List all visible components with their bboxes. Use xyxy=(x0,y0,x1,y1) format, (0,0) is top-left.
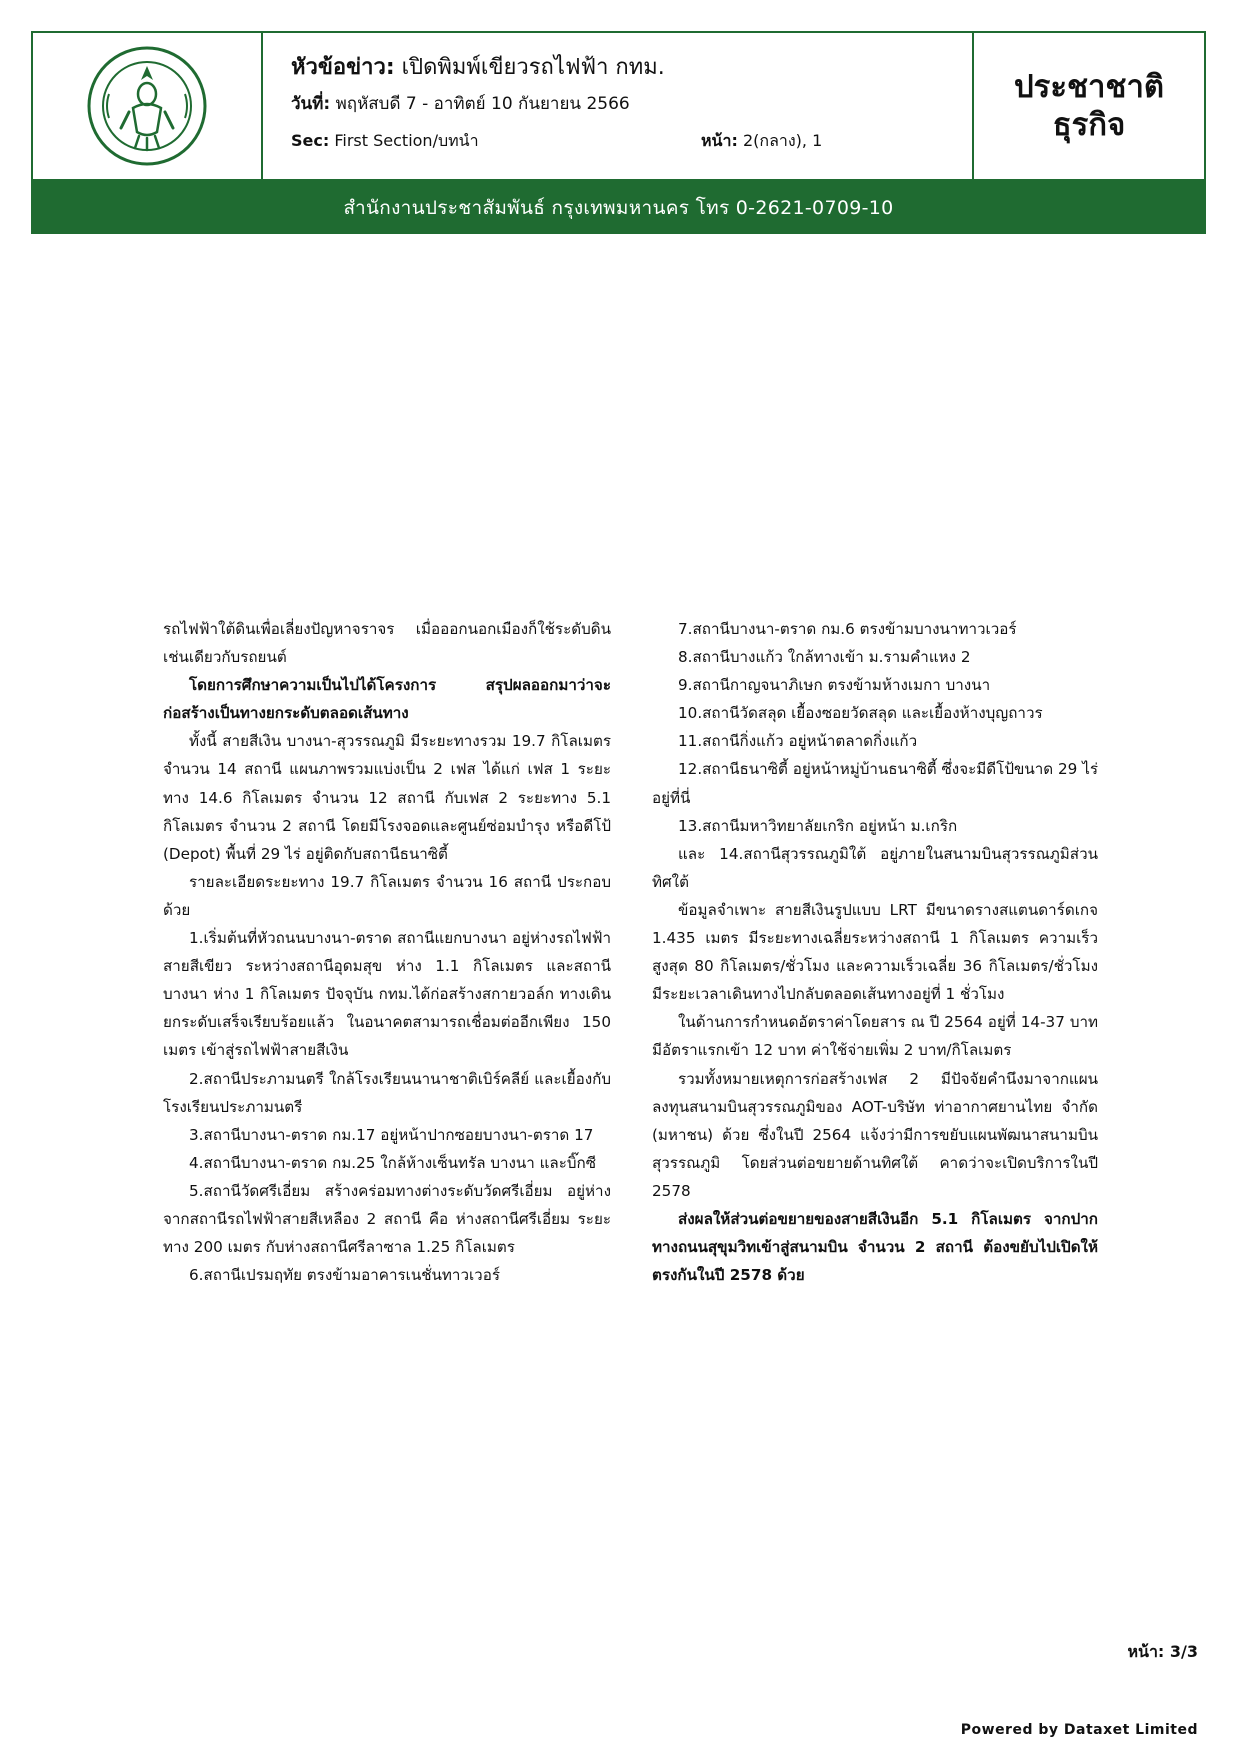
paragraph: ข้อมูลจำเพาะ สายสีเงินรูปแบบ LRT มีขนาดรางสแตนดาร์ดเกจ 1.435 เมตร มีระยะทางเฉลี่ยระหว่างสถานี 1 กิโลเมตร ความเร็วสูงสุด 80 กิโลเมตร/ชั่วโมง และความเร็วเฉลี่ย 36 กิโลเมตร/ชั่วโมง มีระยะเวลาเดินทางไปกลับตลอดเส้นทางอยู่ที่ 1 ชั่วโมง xyxy=(652,900,1098,1004)
paragraph: ทั้งนี้ สายสีเงิน บางนา-สุวรรณภูมิ มีระยะทางรวม 19.7 กิโลเมตร จำนวน 14 สถานี แผนภาพรวมแบ่งเป็น 2 เฟส ได้แก่ เฟส 1 ระยะทาง 14.6 กิโลเมตร จำนวน 12 สถานี กับเฟส 2 ระยะทาง 5.1 กิโลเมตร จำนวน 2 สถานี โดยมีโรงจอดและศูนย์ซ่อมบำรุง หรือดีโป้ (Depot) พื้นที่ 29 ไร่ อยู่ติดกับสถานีธนาซิตี้ xyxy=(163,732,611,863)
paragraph: 6.สถานีเปรมฤทัย ตรงข้ามอาคารเนชั่นทาวเวอร์ xyxy=(189,1266,500,1285)
paragraph: 12.สถานีธนาซิตี้ อยู่หน้าหมู่บ้านธนาซิตี้ ซึ่งจะมีดีโป้ขนาด 29 ไร่ อยู่ที่นี่ xyxy=(652,760,1098,807)
page-ref-label: หน้า: xyxy=(701,131,738,150)
paragraph: 11.สถานีกิ่งแก้ว อยู่หน้าตลาดกิ่งแก้ว xyxy=(678,732,918,751)
paragraph: 3.สถานีบางนา-ตราด กม.17 อยู่หน้าปากซอยบางนา-ตราด 17 xyxy=(189,1125,594,1144)
paragraph: 4.สถานีบางนา-ตราด กม.25 ใกล้ห้างเซ็นทรัล บางนา และบิ๊กซี xyxy=(189,1153,597,1172)
bangkok-seal-icon xyxy=(85,44,209,168)
info-cell xyxy=(263,33,974,179)
newspaper-name-line2: ธุรกิจ xyxy=(1052,107,1126,143)
paragraph-bold: โดยการศึกษาความเป็นไปได้โครงการ สรุปผลออกมาว่าจะก่อสร้างเป็นทางยกระดับตลอดเส้นทาง xyxy=(163,676,611,723)
paragraph-bold: ส่งผลให้ส่วนต่อขยายของสายสีเงินอีก 5.1 กิโลเมตร จากปากทางถนนสุขุมวิทเข้าสู่สนามบิน จำนวน 2 สถานี ต้องขยับไปเปิดให้ตรงกันในปี 2578 ด้วย xyxy=(652,1209,1098,1285)
paragraph: 13.สถานีมหาวิทยาลัยเกริก อยู่หน้า ม.เกริก xyxy=(678,816,958,835)
article-column-left xyxy=(163,615,611,1289)
date-label: วันที่: xyxy=(291,94,331,114)
date-value: พฤหัสบดี 7 - อาทิตย์ 10 กันยายน 2566 xyxy=(335,94,630,114)
headline-row xyxy=(291,51,944,85)
headline-value: เปิดพิมพ์เขียวรถไฟฟ้า กทม. xyxy=(401,55,665,80)
paragraph: รายละเอียดระยะทาง 19.7 กิโลเมตร จำนวน 16 สถานี ประกอบด้วย xyxy=(163,872,611,919)
newspaper-name-line1: ประชาชาติ xyxy=(1013,69,1164,105)
article-column-right xyxy=(652,615,1098,1289)
section-value: First Section/บทนำ xyxy=(334,131,479,150)
pr-office-banner: สำนักงานประชาสัมพันธ์ กรุงเทพมหานคร โทร 0-2621-0709-10 xyxy=(31,181,1206,234)
paragraph: 2.สถานีประภามนตรี ใกล้โรงเรียนนานาชาติเบิร์คลีย์ และเยื้องกับโรงเรียนประภามนตรี xyxy=(163,1069,611,1116)
paragraph: 5.สถานีวัดศรีเอี่ยม สร้างคร่อมทางต่างระดับวัดศรีเอี่ยม อยู่ห่างจากสถานีรถไฟฟ้าสายสีเหลือง 2 สถานี คือ ห่างสถานีศรีเอี่ยม ระยะทาง 200 เมตร กับห่างสถานีศรีลาซาล 1.25 กิโลเมตร xyxy=(163,1181,611,1257)
paragraph: รวมทั้งหมายเหตุการก่อสร้างเฟส 2 มีปัจจัยคำนึงมาจากแผนลงทุนสนามบินสุวรรณภูมิของ AOT-บริษัท ท่าอากาศยานไทย จำกัด (มหาชน) ด้วย ซึ่งในปี 2564 แจ้งว่ามีการขยับแผนพัฒนาสนามบินสุวรรณภูมิ โดยส่วนต่อขยายด้านทิศใต้ คาดว่าจะเปิดบริการในปี 2578 xyxy=(652,1069,1098,1200)
page-number: หน้า: 3/3 xyxy=(1127,1642,1198,1661)
clipping-header xyxy=(31,31,1206,181)
section-label: Sec: xyxy=(291,131,330,150)
paragraph: และ 14.สถานีสุวรรณภูมิใต้ อยู่ภายในสนามบินสุวรรณภูมิส่วนทิศใต้ xyxy=(652,844,1098,891)
paragraph: 8.สถานีบางแก้ว ใกล้ทางเข้า ม.รามคำแหง 2 xyxy=(678,648,971,667)
paragraph: รถไฟฟ้าใต้ดินเพื่อเลี่ยงปัญหาจราจร เมื่อออกนอกเมืองก็ใช้ระดับดินเช่นเดียวกับรถยนต์ xyxy=(163,620,611,667)
newspaper-name-cell xyxy=(974,33,1204,179)
paragraph: ในด้านการกำหนดอัตราค่าโดยสาร ณ ปี 2564 อยู่ที่ 14-37 บาท มีอัตราแรกเข้า 12 บาท ค่าใช้จ่ายเพิ่ม 2 บาท/กิโลเมตร xyxy=(652,1013,1098,1060)
powered-by: Powered by Dataxet Limited xyxy=(960,1722,1198,1738)
headline-label: หัวข้อข่าว: xyxy=(291,55,395,80)
page-ref-value: 2(กลาง), 1 xyxy=(742,131,823,150)
paragraph: 10.สถานีวัดสลุด เยื้องซอยวัดสลุด และเยื้องห้างบุญถาวร xyxy=(678,704,1043,723)
paragraph: 9.สถานีกาญจนาภิเษก ตรงข้ามห้างเมกา บางนา xyxy=(678,676,991,695)
paragraph: 1.เริ่มต้นที่หัวถนนบางนา-ตราด สถานีแยกบางนา อยู่ห่างรถไฟฟ้าสายสีเขียว ระหว่างสถานีอุดมสุข ห่าง 1.1 กิโลเมตร และสถานีบางนา ห่าง 1 กิโลเมตร ปัจจุบัน กทม.ได้ก่อสร้างสกายวอล์ก ทางเดินยกระดับเสร็จเรียบร้อยแล้ว ในอนาคตสามารถเชื่อมต่ออีกเพียง 150 เมตร เข้าสู่รถไฟฟ้าสายสีเงิน xyxy=(163,929,611,1060)
section-row xyxy=(291,127,944,155)
date-row xyxy=(291,89,944,119)
page-ref xyxy=(701,127,822,155)
logo-cell xyxy=(33,33,263,179)
paragraph: 7.สถานีบางนา-ตราด กม.6 ตรงข้ามบางนาทาวเวอร์ xyxy=(678,620,1017,638)
